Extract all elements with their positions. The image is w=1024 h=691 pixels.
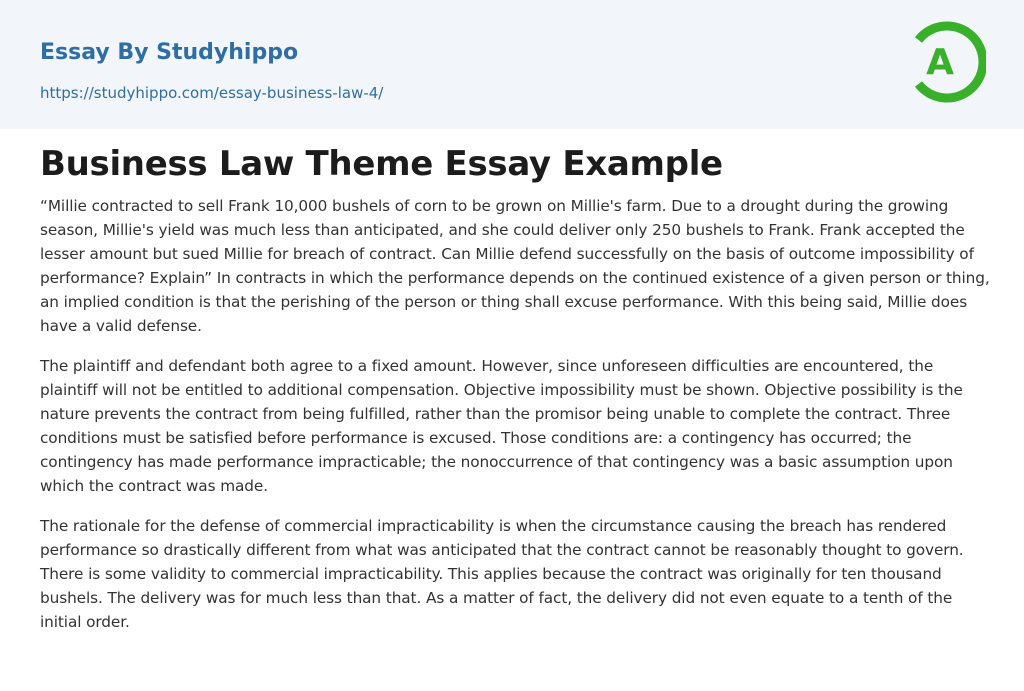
- essay-body: [40, 194, 990, 650]
- site-brand[interactable]: Essay By Studyhippo: [40, 40, 299, 65]
- essay-paragraph: The plaintiff and defendant both agree to a fixed amount. However, since unforeseen difficulties are encountered, the plaintiff will not be entitled to additional compensation. Objective impossibility must be shown. Objective possibility is the nature prevents the contract from being fulfilled, rather than the promisor being unable to complete the contract. Three conditions must be satisfied before performance is excused. Those conditions are: a contingency has occurred; the contingency has made performance impracticable; the nonoccurrence of that contingency was a basic assumption upon which the contract was made.: [40, 357, 963, 495]
- site-header: [0, 0, 1024, 129]
- source-url-link[interactable]: https://studyhippo.com/essay-business-law-4/: [40, 84, 384, 102]
- logo-letter: A: [926, 42, 954, 83]
- essay-paragraph: The rationale for the defense of commercial impracticability is when the circumstance causing the breach has rendered performance so drastically different from what was anticipated that the contract cannot be reasonably thought to govern. There is some validity to commercial impracticability. This applies because the contract was originally for ten thousand bushels. The delivery was for much less than that. As a matter of fact, the delivery did not even equate to a tenth of the initial order.: [40, 517, 964, 631]
- essay-paragraph: “Millie contracted to sell Frank 10,000 bushels of corn to be grown on Millie's farm. Due to a drought during the growing season, Millie's yield was much less than anticipated, and she could deliver only 250 bushels to Frank. Frank accepted the lesser amount but sued Millie for breach of contract. Can Millie defend successfully on the basis of outcome impossibility of performance? Explain” In contracts in which the performance depends on the continued existence of a given person or thing, an implied condition is that the perishing of the person or thing shall excuse performance. With this being said, Millie does have a valid defense.: [40, 197, 990, 335]
- page-title: Business Law Theme Essay Example: [40, 144, 723, 184]
- studyhippo-logo-icon[interactable]: [912, 19, 986, 105]
